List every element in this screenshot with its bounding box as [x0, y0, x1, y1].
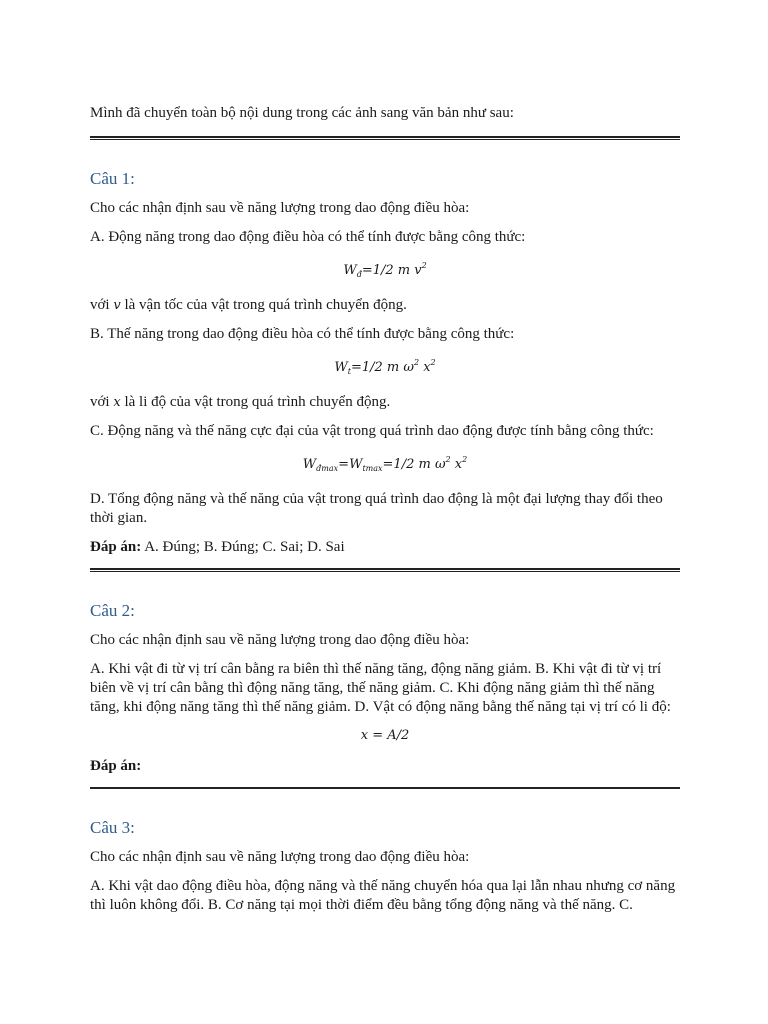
question-1-option-b: B. Thế năng trong dao động điều hòa có thể tính được bằng công thức:: [90, 326, 515, 342]
question-2-answer: Đáp án:: [90, 758, 142, 774]
question-1-option-a: A. Động năng trong dao động điều hòa có thể tính được bằng công thức:: [90, 229, 526, 245]
question-1-option-d: D. Tổng động năng và thế năng của vật trong quá trình dao động là một đại lượng thay đổi theo thời gian.: [90, 491, 663, 526]
question-1-answer: Đáp án: A. Đúng; B. Đúng; C. Sai; D. Sai: [90, 539, 345, 555]
section-divider: [90, 136, 680, 140]
intro-text: Mình đã chuyển toàn bộ nội dung trong các ảnh sang văn bản như sau:: [90, 105, 514, 121]
document-content: [90, 104, 680, 925]
section-divider: [90, 787, 680, 789]
question-1-option-b-note: với x là li độ của vật trong quá trình chuyển động.: [90, 394, 391, 410]
formula-max-energy: $W_{đmax}=W_{tmax}=1/2$ m $\omega^2$ $x^2$: [302, 455, 468, 473]
question-1-option-a-note: với v là vận tốc của vật trong quá trình chuyển động.: [90, 297, 407, 313]
formula-potential-energy: $W_t=1/2$ m $\omega^2$ $x^2$: [334, 358, 436, 376]
question-2-title: Câu 2:: [90, 601, 135, 620]
question-1-option-c: C. Động năng và thế năng cực đại của vật trong quá trình dao động được tính bằng công thức:: [90, 423, 654, 439]
formula-kinetic-energy: $W_đ=1/2$ m $v^2$: [343, 261, 427, 279]
question-3-prompt: Cho các nhận định sau về năng lượng trong dao động điều hòa:: [90, 849, 470, 865]
question-3-body: A. Khi vật dao động điều hòa, động năng và thế năng chuyển hóa qua lại lẫn nhau nhưng cơ năng thì luôn không đổi. B. Cơ năng tại mọi thời điểm đều bằng tổng động năng và thế năng. C.: [90, 878, 676, 913]
question-2-body: A. Khi vật đi từ vị trí cân bằng ra biên thì thế năng tăng, động năng giảm. B. Khi vật đi từ vị trí biên về vị trí cân bằng thì động năng tăng, thế năng giảm. C. Khi động năng giảm thì thế năng tăng, khi động năng tăng thì thế năng giảm. D. Vật có động năng bằng thế năng tại vị trí có li độ:: [90, 661, 671, 715]
formula-position: x = A/2: [360, 728, 410, 743]
question-3-title: Câu 3:: [90, 818, 135, 837]
question-1-title: Câu 1:: [90, 169, 135, 188]
question-1-prompt: Cho các nhận định sau về năng lượng trong dao động điều hòa:: [90, 200, 470, 216]
section-divider: [90, 568, 680, 572]
question-2-prompt: Cho các nhận định sau về năng lượng trong dao động điều hòa:: [90, 632, 470, 648]
